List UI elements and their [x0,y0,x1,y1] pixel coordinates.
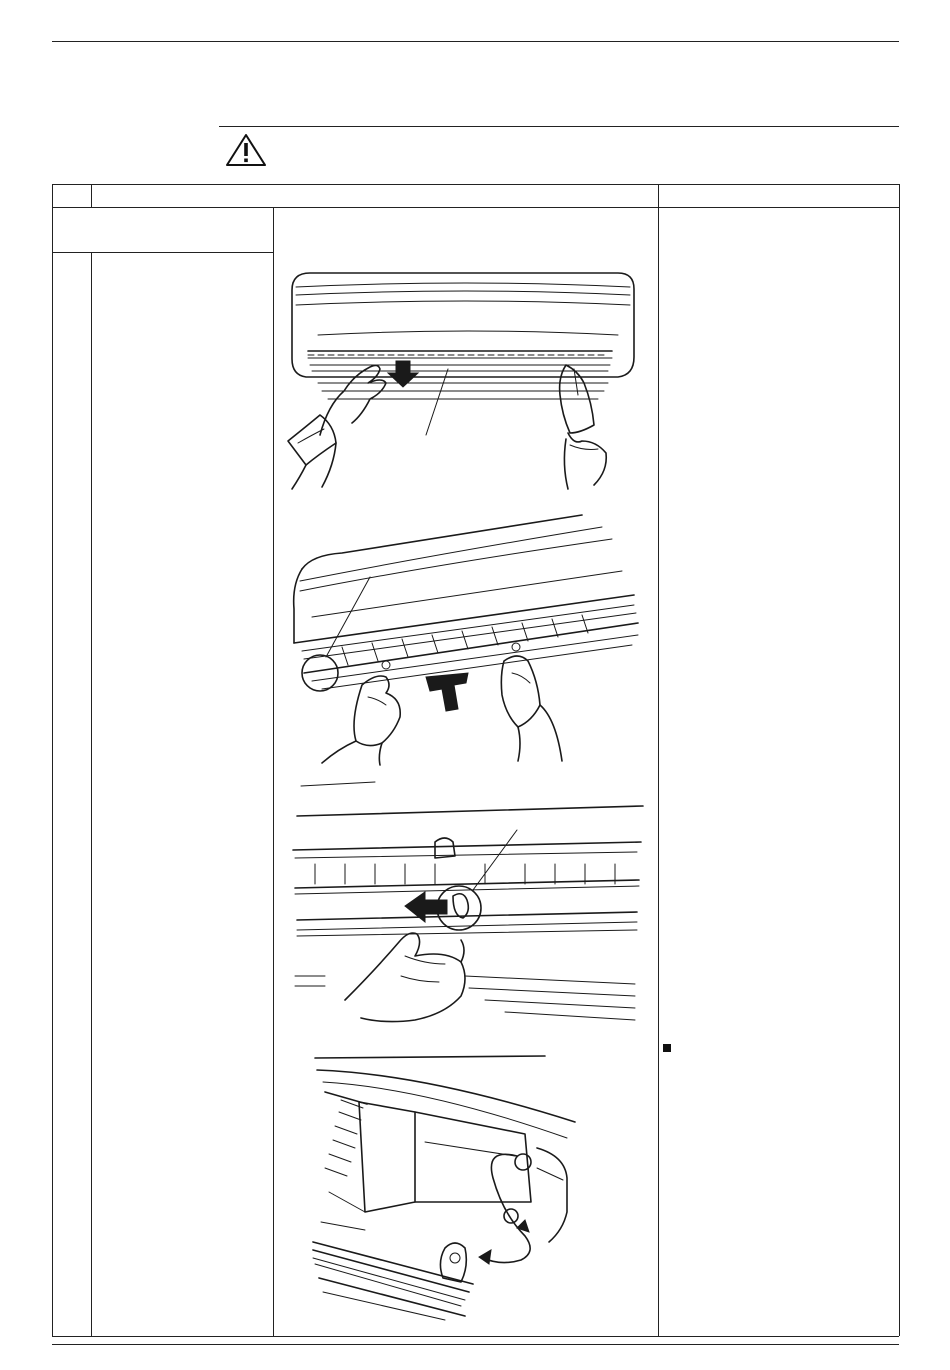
warning-triangle-icon [224,132,268,168]
figure-remove-front-grille-hooks [282,505,652,765]
figure-slide-hook-left [285,780,645,1025]
figure-remove-air-filters [278,265,653,490]
caution-rule [219,126,899,127]
square-bullet-icon [663,1044,671,1052]
top-rule [52,41,899,42]
bottom-rule [52,1344,899,1345]
figure-grille-hinge-detail [305,1052,590,1330]
